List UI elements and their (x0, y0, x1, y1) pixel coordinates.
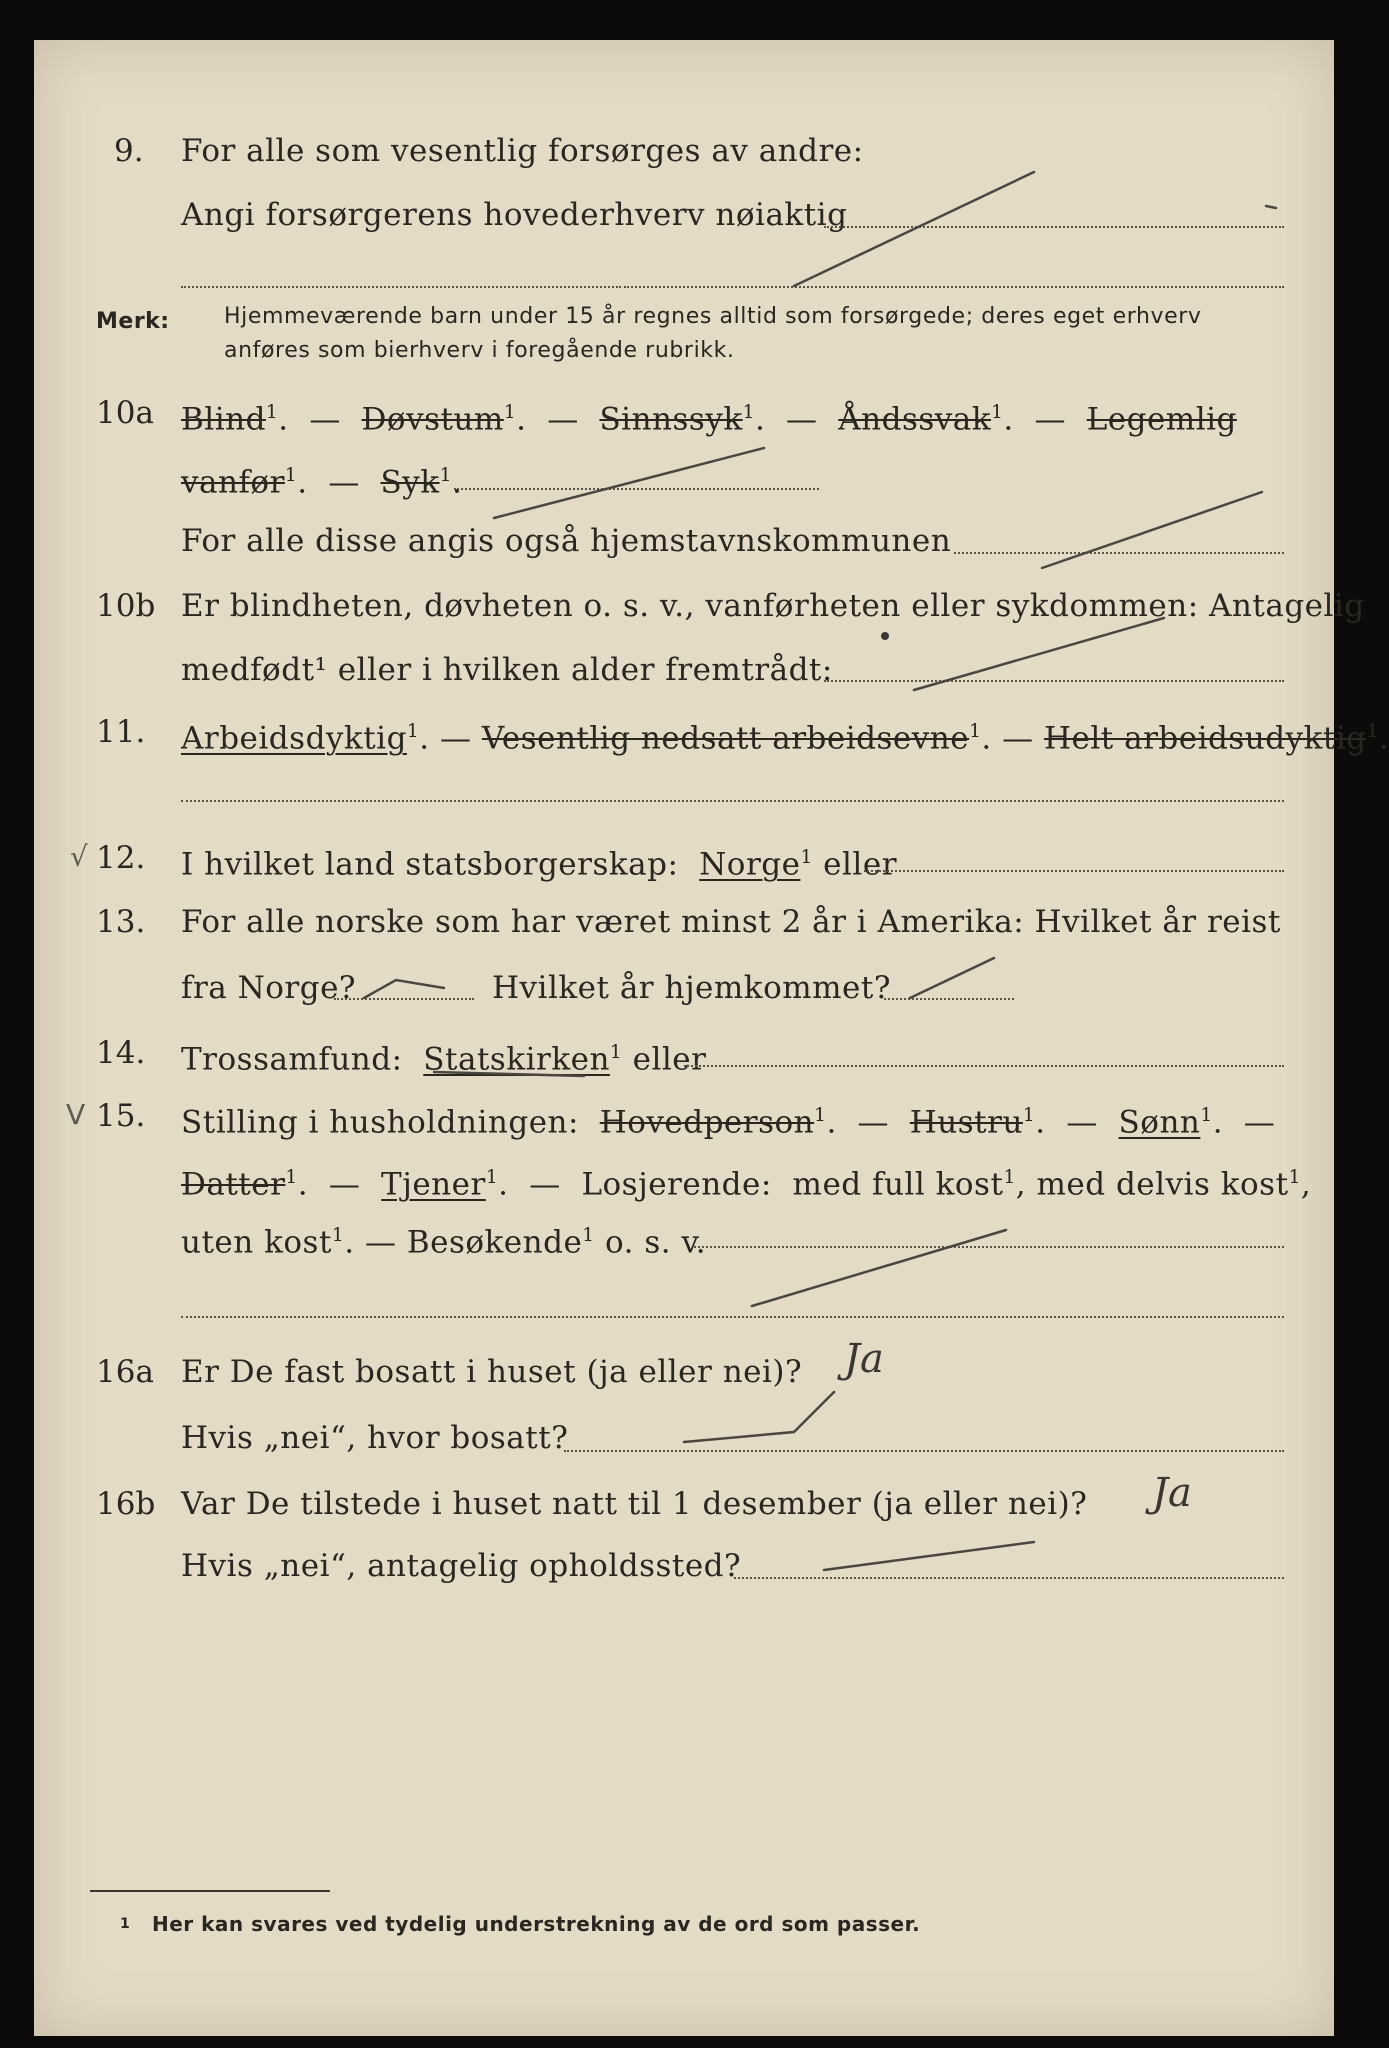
q15-checkmark: V (66, 1098, 86, 1131)
ink-dot (881, 632, 889, 640)
q13-hjemkommet-stroke (910, 958, 994, 998)
q10a-line2: vanfør$^1$. — Syk$^1$. (181, 464, 463, 501)
q16a-dash-stroke (684, 1392, 834, 1442)
q9-small-mark (1266, 206, 1276, 208)
q13-line1: For alle norske som har været minst 2 år i Amerika: Hvilket år reist (181, 904, 1281, 940)
q16b-line1: Var De tilstede i huset natt til 1 desember (ja eller nei)? (181, 1486, 1088, 1522)
q10a-hjemstavn-stroke (1042, 492, 1262, 568)
q10a-line1: Blind$^1$. — Døvstum$^1$. — Sinnssyk$^1$. — Åndssvak$^1$. — Legemlig (181, 401, 1237, 438)
footnote-text: Her kan svares ved tydelig understrekning av de ord som passer. (152, 1912, 921, 1936)
opt-sonn[interactable]: Sønn (1118, 1104, 1201, 1141)
opt-full-kost[interactable]: med full kost (792, 1166, 1004, 1203)
merk-label: Merk: (96, 309, 170, 334)
q11-number: 11. (96, 714, 146, 750)
q12-line: I hvilket land statsborgerskap: Norge$^1$ eller (181, 846, 898, 883)
q10b-line2: medfødt¹ eller i hvilken alder fremtrådt: (181, 652, 833, 688)
q12-number: 12. (96, 840, 146, 876)
q16b-line2: Hvis „nei“, antagelig opholdssted? (181, 1548, 742, 1584)
q14-underline-stroke (434, 1072, 584, 1076)
opt-arbeidsdyktig[interactable]: Arbeidsdyktig (181, 720, 407, 757)
q10a-number: 10a (96, 395, 154, 431)
q10a-dash-stroke (494, 448, 764, 518)
q9-line2: Angi forsørgerens hovederhverv nøiaktig (181, 197, 848, 233)
q10a-line3: For alle disse angis også hjemstavnskommunen (181, 523, 952, 559)
q15-dash-stroke (752, 1230, 1006, 1306)
answer-statskirken[interactable]: Statskirken (423, 1041, 610, 1078)
opt-syk[interactable]: Syk (380, 464, 440, 501)
q13-line2a: fra Norge? (181, 970, 357, 1006)
opt-delvis-kost[interactable]: med delvis kost (1036, 1166, 1289, 1203)
q9-dash-stroke (794, 172, 1034, 286)
q13-number: 13. (96, 904, 146, 940)
opt-andssvak[interactable]: Åndssvak (838, 401, 992, 438)
opt-blind[interactable]: Blind (181, 401, 266, 438)
opt-vanfor[interactable]: vanfør (181, 464, 285, 501)
footnote-mark: 1 (120, 1916, 131, 1932)
opt-losjerende[interactable]: Losjerende: (581, 1166, 772, 1203)
q16a-line2: Hvis „nei“, hvor bosatt? (181, 1420, 569, 1456)
q14-line: Trossamfund: Statskirken$^1$ eller (181, 1041, 707, 1078)
census-form-page (34, 40, 1389, 2036)
opt-dovstum[interactable]: Døvstum (361, 401, 504, 438)
opt-helt-arbeidsudyktig[interactable]: Helt arbeidsudyktig (1043, 720, 1367, 757)
opt-sinnssyk[interactable]: Sinnssyk (599, 401, 743, 438)
opt-hustru[interactable]: Hustru (909, 1104, 1023, 1141)
q10b-line1: Er blindheten, døvheten o. s. v., vanførheten eller sykdommen: Antagelig (181, 588, 1365, 624)
q16b-dash-stroke (824, 1542, 1034, 1570)
q16a-handwritten-answer: Ja (844, 1336, 884, 1382)
q9-line1: For alle som vesentlig forsørges av andre: (181, 133, 864, 169)
q15-number: 15. (96, 1098, 146, 1134)
q13-reist-stroke (364, 980, 444, 998)
opt-uten-kost[interactable]: uten kost (181, 1224, 332, 1261)
opt-datter[interactable]: Datter (181, 1166, 286, 1203)
opt-vesentlig-nedsatt[interactable]: Vesentlig nedsatt arbeidsevne (481, 720, 970, 757)
q10b-dash-stroke (914, 618, 1164, 690)
q13-line2b: Hvilket år hjemkommet? (492, 970, 891, 1006)
q14-number: 14. (96, 1035, 146, 1071)
opt-legemlig[interactable]: Legemlig (1086, 401, 1237, 438)
q15-line1: Stilling i husholdningen: Hovedperson$^1$. — Hustru$^1$. — Sønn$^1$. — (181, 1104, 1276, 1141)
handwritten-strokes (34, 40, 1334, 2036)
opt-hovedperson[interactable]: Hovedperson (599, 1104, 815, 1141)
q16b-handwritten-answer: Ja (1152, 1470, 1192, 1516)
q16a-line1: Er De fast bosatt i huset (ja eller nei)? (181, 1354, 803, 1390)
q10b-number: 10b (96, 588, 156, 624)
q11-line: Arbeidsdyktig$^1$. — Vesentlig nedsatt arbeidsevne$^1$. — Helt arbeidsudyktig$^1$. (181, 720, 1389, 757)
q16b-number: 16b (96, 1486, 156, 1522)
q15-line2: Datter$^1$. — Tjener$^1$. — Losjerende: med full kost$^1$, med delvis kost$^1$, (181, 1166, 1312, 1203)
q12-checkmark: √ (70, 840, 88, 873)
merk-line1: Hjemmeværende barn under 15 år regnes alltid som forsørgede; deres eget erhverv (224, 304, 1202, 329)
q9-number: 9. (114, 133, 144, 169)
merk-line2: anføres som bierhverv i foregående rubrikk. (224, 338, 735, 363)
answer-norge[interactable]: Norge (699, 846, 801, 883)
q15-line3: uten kost$^1$. — Besøkende$^1$ o. s. v. (181, 1224, 707, 1261)
q16a-number: 16a (96, 1354, 154, 1390)
opt-besokende[interactable]: Besøkende (406, 1224, 583, 1261)
opt-tjener[interactable]: Tjener (381, 1166, 486, 1203)
